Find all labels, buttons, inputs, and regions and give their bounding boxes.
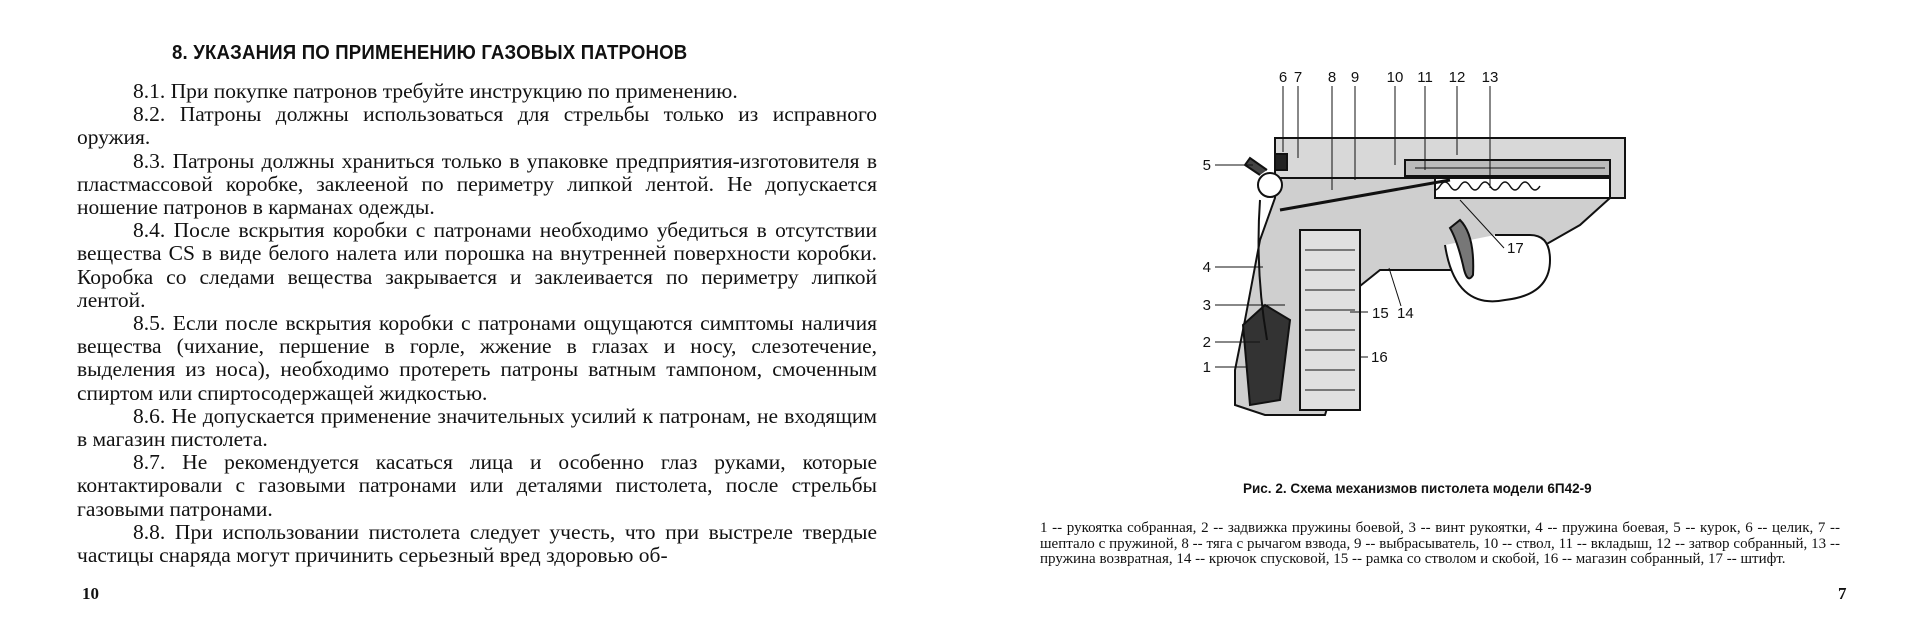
- left-page: [0, 0, 958, 644]
- figure-legend-text: 1 -- рукоятка собранная, 2 -- задвижка пружины боевой, 3 -- винт рукоятки, 4 -- пружина боевая, 5 -- курок, 6 -- целик, 7 -- шептало с пружиной, 8 -- тяга с рычагом взвода, 9 -- выбрасыватель, 10 -- ствол, 11 -- вкладыш, 12 -- затвор собранный, 13 -- пружина возвратная, 14 -- крючок спусковой, 15 -- рамка со стволом и скобой, 16 -- магазин собранный, 17 -- штифт.: [1040, 520, 1840, 567]
- label-10: 10: [1386, 69, 1404, 86]
- pistol-schematic-figure: [1202, 69, 1625, 430]
- hammer-shape: [1258, 173, 1282, 197]
- label-8: 8: [1327, 69, 1337, 86]
- label-1: 1: [1202, 359, 1211, 376]
- label-14: 14: [1397, 305, 1414, 322]
- paragraph-8-3: 8.3. Патроны должны храниться только в упаковке предприятия-изготовителя в пластмассовой коробке, заклееной по периметру липкой лентой. Не допускается ношение патронов в карманах одежды.: [77, 148, 877, 220]
- label-16: 16: [1371, 349, 1388, 366]
- paragraph-8-2: 8.2. Патроны должны использоваться для стрельбы только из исправного оружия.: [77, 102, 877, 150]
- label-5: 5: [1202, 157, 1211, 174]
- paragraph-8-4: 8.4. После вскрытия коробки с патронами необходимо убедиться в отсутствии вещества CS в виде белого налета или порошка на внутренней поверхности коробки. Коробка со следами вещества закрывается и заклеивается по периметру липкой лентой.: [77, 218, 877, 312]
- paragraph-8-5: 8.5. Если после вскрытия коробки с патронами ощущаются симптомы наличия вещества (чихание, першение в горле, жжение в глазах и носу, слезотечение, выделения из носа), необходимо протереть патроны ватным тампоном, смоченным спиртом или спиртосодержащей жидкостью.: [77, 311, 877, 405]
- figure-legend: [1040, 521, 1840, 568]
- page-number-right: 7: [1838, 584, 1847, 603]
- magazine-outline: [1300, 230, 1360, 410]
- label-13: 13: [1481, 69, 1499, 86]
- paragraph-8-6: 8.6. Не допускается применение значительных усилий к патронам, не входящим в магазин пистолета.: [77, 403, 877, 452]
- label-9: 9: [1350, 69, 1360, 86]
- paragraph-8-1: 8.1. При покупке патронов требуйте инструкцию по применению.: [133, 79, 738, 103]
- paragraph-8-8: 8.8. При использовании пистолета следует учесть, что при выстреле твердые частицы снаряда могут причинить серьезный вред здоровью об-: [77, 519, 877, 568]
- label-11: 11: [1417, 69, 1433, 86]
- section-body: [77, 80, 877, 567]
- label-15: 15: [1372, 305, 1389, 322]
- label-6: 6: [1278, 69, 1288, 86]
- figure-caption: Рис. 2. Схема механизмов пистолета модели 6П42-9: [1243, 481, 1592, 496]
- frame-outline: [1235, 178, 1610, 415]
- page-number-left: 10: [82, 584, 99, 603]
- label-12: 12: [1448, 69, 1466, 86]
- paragraph-8-7: 8.7. Не рекомендуется касаться лица и особенно глаз руками, которые контактировали с газовыми патронами или деталями пистолета, после стрельбы газовыми патронами.: [77, 450, 877, 521]
- label-17: 17: [1507, 240, 1524, 257]
- label-3: 3: [1202, 297, 1211, 314]
- label-2: 2: [1202, 334, 1211, 351]
- rear-sight: [1275, 154, 1287, 170]
- pistol-schematic: [1202, 69, 1625, 430]
- label-7: 7: [1293, 69, 1303, 86]
- section-heading: 8. УКАЗАНИЯ ПО ПРИМЕНЕНИЮ ГАЗОВЫХ ПАТРОНОВ: [172, 42, 688, 64]
- label-4: 4: [1202, 259, 1211, 276]
